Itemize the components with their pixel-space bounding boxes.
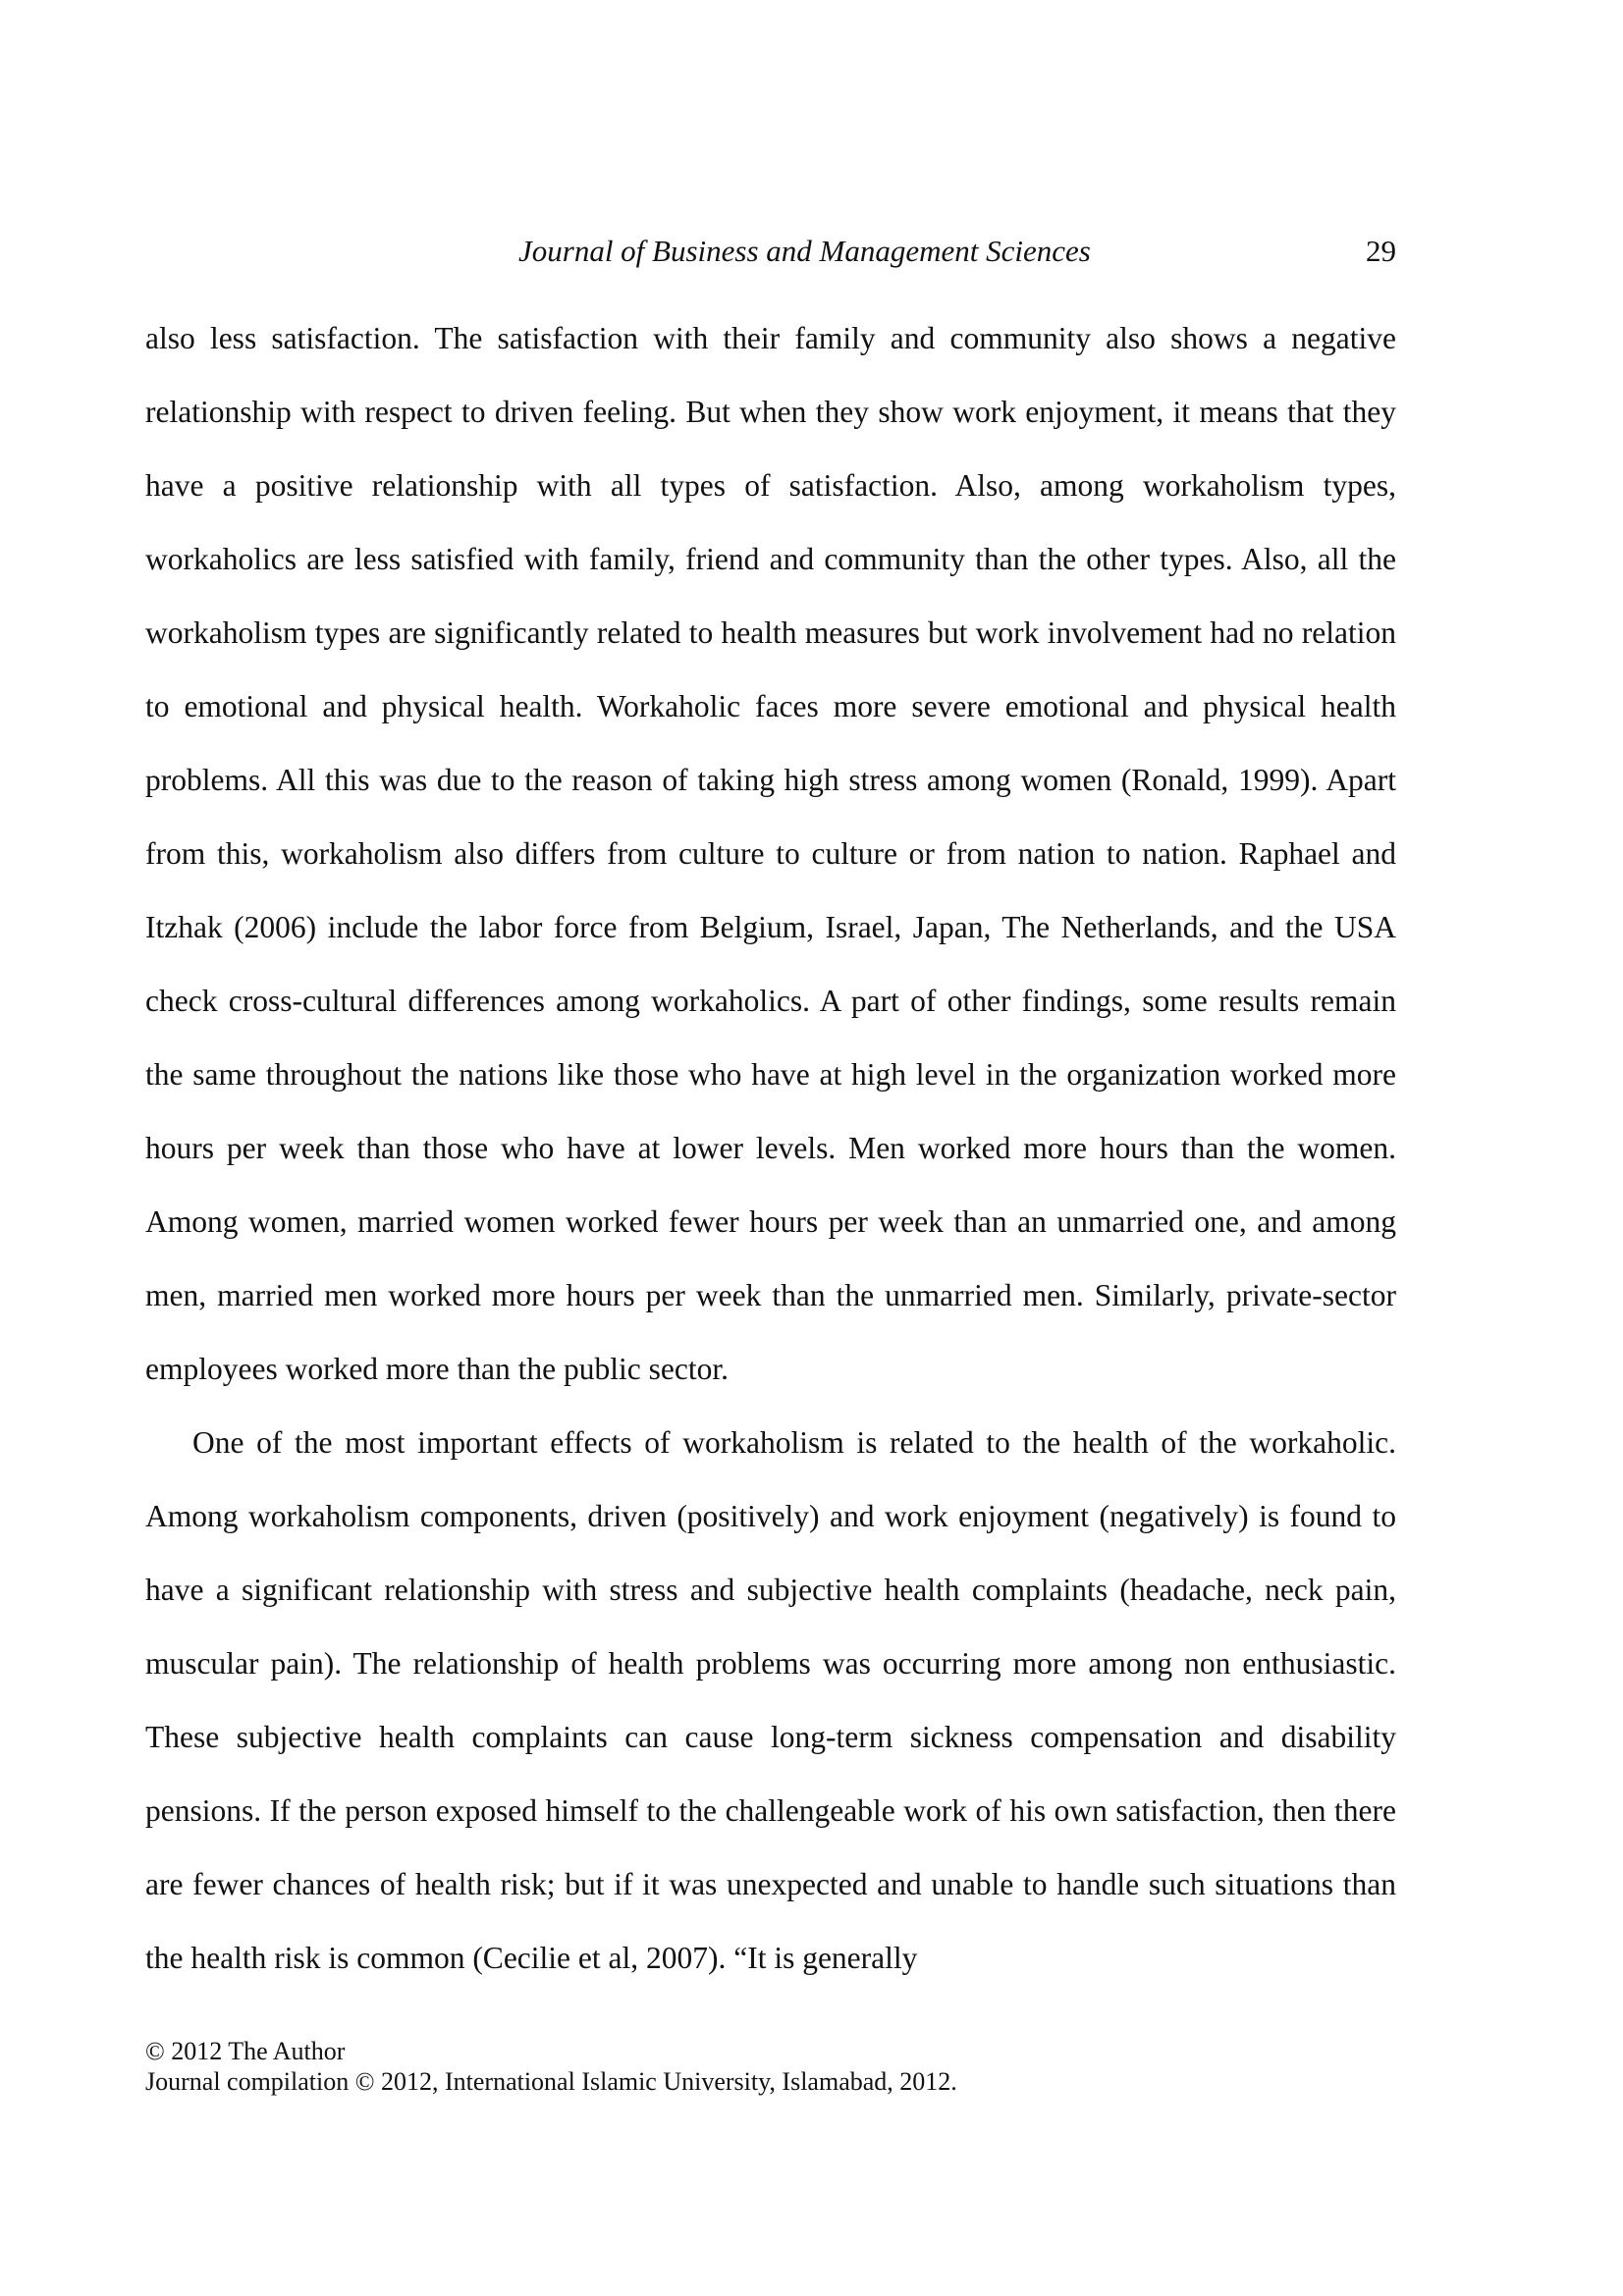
copyright-line: © 2012 The Author: [145, 2037, 346, 2065]
paragraph-continued: also less satisfaction. The satisfaction with their family and community also shows a negative relationship with respect to driven feeling. But when they show work enjoyment, it means that they have a positive relationship with all types of satisfaction. Also, among workaholism types, workaholics are less satisfied with family, friend and community than the other types. Also, all the workaholism types are significantly related to health measures but work involvement had no relation to emotional and physical health. Workaholic faces more severe emotional and physical health problems. All this was due to the reason of taking high stress among women (Ronald, 1999). Apart from this, workaholism also differs from culture to culture or from nation to nation. Raphael and Itzhak (2006) include the labor force from Belgium, Israel, Japan, The Netherlands, and the USA check cross-cultural differences among workaholics. A part of other findings, some results remain the same throughout the nations like those who have at high level in the organization worked more hours per week than those who have at lower levels. Men worked more hours than the women. Among women, married women worked fewer hours per week than an unmarried one, and among men, married men worked more hours per week than the unmarried men. Similarly, private-sector employees worked more than the public sector.: [145, 321, 1396, 1386]
article-body: [145, 301, 1396, 1995]
page-number: 29: [1366, 234, 1396, 268]
journal-title: Journal of Business and Management Sciences: [518, 234, 1091, 268]
running-header: [145, 234, 1396, 273]
copyright-footer: [145, 2036, 957, 2097]
journal-compilation-line: Journal compilation © 2012, International Islamic University, Islamabad, 2012.: [145, 2067, 957, 2096]
paragraph-health-effects: One of the most important effects of workaholism is related to the health of the workaholic. Among workaholism components, driven (positively) and work enjoyment (negatively) is found to have a significant relationship with stress and subjective health complaints (headache, neck pain, muscular pain). The relationship of health problems was occurring more among non enthusiastic. These subjective health complaints can cause long-term sickness compensation and disability pensions. If the person exposed himself to the challengeable work of his own satisfaction, then there are fewer chances of health risk; but if it was unexpected and unable to handle such situations than the health risk is common (Cecilie et al, 2007). “It is generally: [145, 1425, 1396, 1975]
